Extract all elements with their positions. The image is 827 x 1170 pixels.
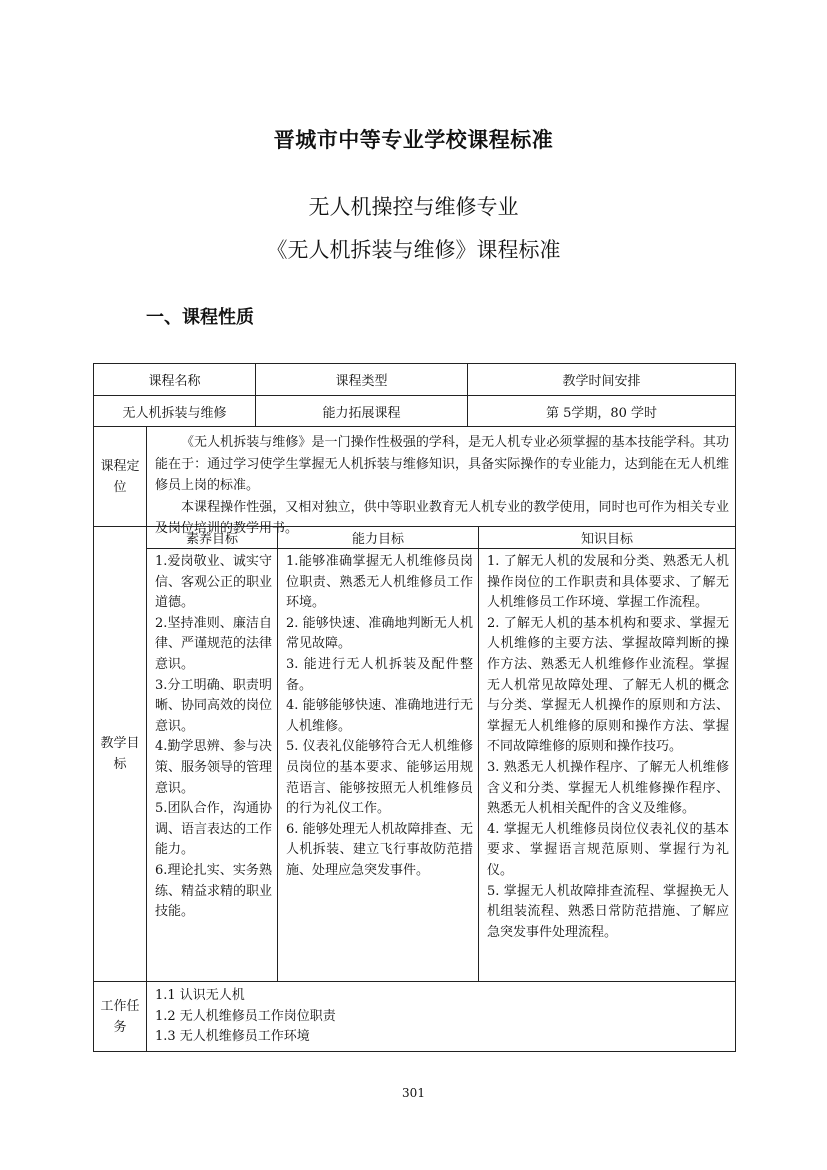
ability-item: 5. 仪表礼仪能够符合无人机维修员岗位的基本要求、能够运用规范语言、能够按照无人机维修员的行为礼仪工作。 (286, 739, 473, 817)
literacy-item: 6.理论扎实、实务熟练、精益求精的职业技能。 (155, 862, 273, 920)
header-course-type: 课程类型 (255, 364, 467, 395)
knowledge-item: 4. 掌握无人机维修员岗位仪表礼仪的基本要求、掌握语言规范原则、掌握行为礼仪。 (487, 821, 729, 878)
task-item: 1.2 无人机维修员工作岗位职责 (155, 1008, 336, 1024)
task-item: 1.1 认识无人机 (155, 988, 245, 1003)
tasks-label: 工作任务 (94, 981, 146, 1051)
positioning-label: 课程定位 (94, 426, 146, 526)
knowledge-header: 知识目标 (478, 526, 735, 548)
literacy-column (146, 548, 277, 981)
positioning-content (146, 426, 735, 536)
school-title: 晋城市中等专业学校课程标准 (273, 127, 554, 152)
major-title: 无人机操控与维修专业 (308, 195, 519, 219)
ability-item: 3. 能进行无人机拆装及配件整备。 (286, 656, 473, 693)
positioning-paragraph: 本课程操作性强，又相对独立，供中等职业教育无人机专业的教学使用，同时也可作为相关专业及岗位培训的教学用书。 (155, 499, 729, 536)
ability-item: 2. 能够快速、准确地判断无人机常见故障。 (286, 615, 473, 652)
literacy-item: 1.爱岗敬业、诚实守信、客观公正的职业道德。 (155, 554, 273, 611)
header-course-name: 课程名称 (148, 374, 201, 389)
knowledge-item: 3. 熟悉无人机操作程序、了解无人机维修含义和分类、掌握无人机维修操作程序、熟悉无人机相关配件的含义及维修。 (487, 759, 729, 817)
course-table (93, 363, 736, 1052)
value-course-type: 能力拓展课程 (255, 395, 467, 426)
knowledge-item: 1. 了解无人机的发展和分类、熟悉无人机操作岗位的工作职责和具体要求、了解无人机维修员工作环境、掌握工作流程。 (487, 554, 729, 611)
literacy-item: 3.分工明确、职责明晰、协同高效的岗位意识。 (155, 677, 273, 734)
page-number: 301 (402, 1086, 425, 1100)
positioning-paragraph: 《无人机拆装与维修》是一门操作性极强的学科，是无人机专业必须掌握的基本技能学科。其功能在于：通过学习使学生掌握无人机拆装与维修知识，具备实际操作的专业能力，达到能在无人机维修员上岗的标准。 (155, 435, 729, 493)
literacy-item: 4.勤学思辨、参与决策、服务领导的管理意识。 (155, 739, 273, 796)
knowledge-item: 5. 掌握无人机故障排查流程、掌握换无人机组装流程、熟悉日常防范措施、了解应急突发事件处理流程。 (487, 883, 729, 940)
literacy-item: 2.坚持准则、廉洁自律、严谨规范的法律意识。 (155, 615, 273, 672)
objectives-label: 教学目标 (94, 526, 146, 981)
ability-item: 1.能够准确掌握无人机维修员岗位职责、熟悉无人机维修员工作环境。 (286, 554, 473, 611)
literacy-header: 素养目标 (146, 526, 277, 548)
task-item: 1.3 无人机维修员工作环境 (155, 1029, 310, 1045)
ability-header: 能力目标 (277, 526, 478, 548)
value-schedule: 第 5学期，80 学时 (467, 395, 735, 426)
knowledge-item: 2. 了解无人机的基本机构和要求、掌握无人机维修的主要方法、掌握故障判断的操作方法、熟悉无人机维修作业流程。掌握无人机常见故障处理、了解无人机的概念与分类、掌握无人机操作的原则和方法、掌握无人机维修的原则和操作方法、掌握不同故障维修的原则和操作技巧。 (487, 615, 729, 755)
literacy-item: 5.团队合作，沟通协调、语言表达的工作能力。 (155, 801, 273, 858)
tasks-content (146, 981, 735, 1051)
value-course-name: 无人机拆装与维修 (94, 395, 255, 426)
section-heading: 一、课程性质 (146, 307, 254, 328)
ability-item: 6. 能够处理无人机故障排查、无人机拆装、建立飞行事故防范措施、处理应急突发事件。 (286, 821, 473, 878)
ability-item: 4. 能够能够快速、准确地进行无人机维修。 (286, 698, 473, 734)
course-title: 《无人机拆装与维修》课程标准 (266, 238, 561, 262)
header-schedule: 教学时间安排 (467, 364, 735, 395)
ability-column (277, 548, 478, 981)
knowledge-column (478, 548, 735, 981)
